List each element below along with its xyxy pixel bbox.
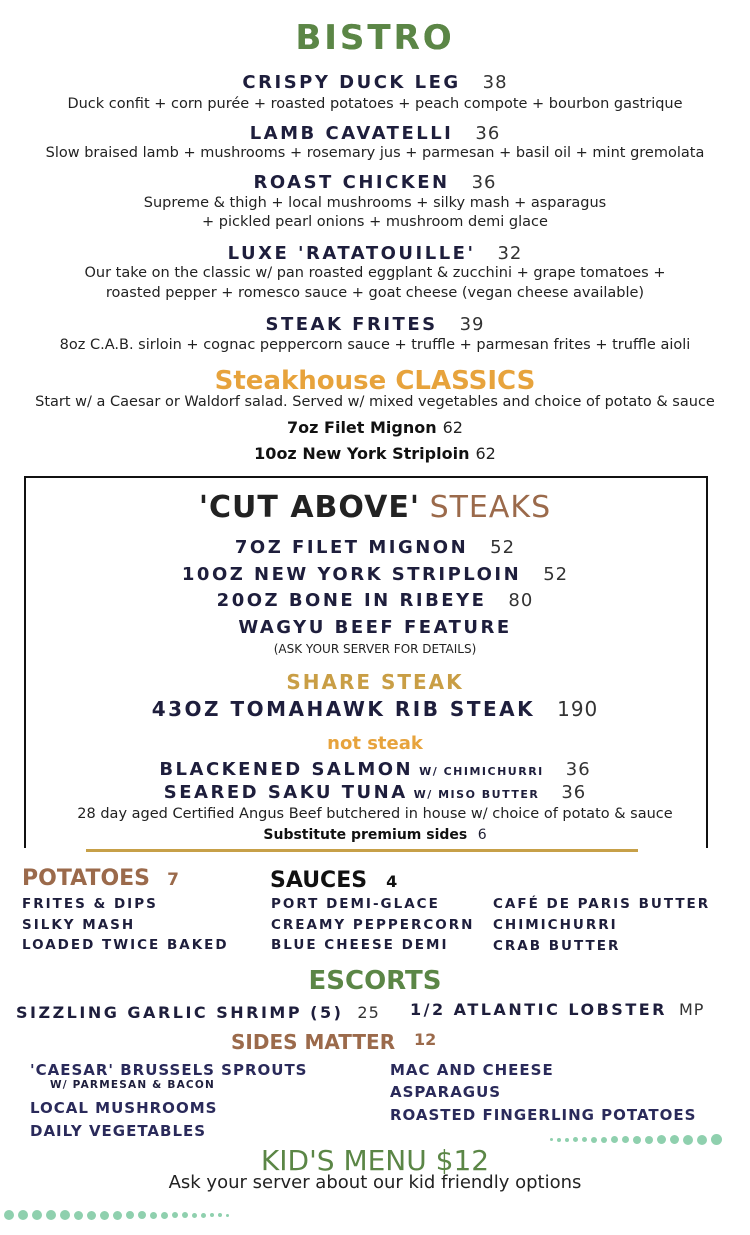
escort-price: MP — [679, 1000, 705, 1019]
dish-description: Slow braised lamb + mushrooms + rosemary jus + parmesan + basil oil + mint gremolata — [45, 145, 705, 161]
aged-note: 28 day aged Certified Angus Beef butchered in house w/ choice of potato & sauce — [77, 806, 673, 822]
cut-above-title — [0, 490, 750, 525]
not-steak-item — [0, 782, 750, 803]
classic-item — [0, 444, 750, 463]
wagyu-note: (ASK YOUR SERVER FOR DETAILS) — [273, 642, 477, 656]
potatoes-price: 7 — [167, 870, 179, 890]
potatoes-heading — [22, 866, 179, 891]
steak-name: WAGYU BEEF FEATURE — [238, 617, 512, 638]
share-steak-item — [0, 697, 750, 721]
cut-above-title-a: 'CUT ABOVE' — [198, 490, 421, 525]
dish-description: 8oz C.A.B. sirloin + cognac peppercorn sauce + truffle + parmesan frites + truffle aioli — [59, 337, 691, 353]
dish-price: 36 — [475, 123, 501, 144]
escorts-title: ESCORTS — [308, 966, 442, 996]
item-sub: W/ MISO BUTTER — [413, 788, 540, 801]
escort-item — [16, 1003, 380, 1022]
classic-item-name: 7oz Filet Mignon — [287, 418, 437, 437]
dish-name: LUXE 'RATATOUILLE' — [227, 243, 476, 264]
classic-item-price: 62 — [475, 444, 496, 463]
escort-name: SIZZLING GARLIC SHRIMP (5) — [16, 1003, 344, 1022]
dish-description: + pickled pearl onions + mushroom demi glace — [202, 214, 548, 230]
cut-above-title-b: STEAKS — [429, 490, 552, 525]
side-item: ASPARAGUS — [390, 1083, 502, 1101]
item-sub: W/ CHIMICHURRI — [419, 765, 544, 778]
steak-price: 190 — [557, 697, 599, 721]
sauces-price: 4 — [386, 872, 398, 891]
sauce-item: CAFÉ DE PARIS BUTTER — [493, 896, 711, 912]
substitute-sides — [0, 827, 750, 843]
not-steak-title: not steak — [327, 733, 423, 754]
dish-description: roasted pepper + romesco sauce + goat cheese (vegan cheese available) — [105, 285, 645, 301]
side-item: ROASTED FINGERLING POTATOES — [390, 1106, 697, 1124]
sauce-item: PORT DEMI-GLACE — [271, 896, 440, 912]
steak-name: 20OZ BONE IN RIBEYE — [216, 590, 487, 611]
dish-description: Our take on the classic w/ pan roasted eggplant & zucchini + grape tomatoes + — [84, 265, 666, 281]
item-price: 36 — [565, 759, 591, 780]
menu-item-steak-frites — [0, 314, 750, 335]
potato-item: SILKY MASH — [22, 917, 136, 933]
steak-name: 43OZ TOMAHAWK RIB STEAK — [151, 697, 536, 721]
dish-name: LAMB CAVATELLI — [249, 123, 454, 144]
sauce-item: CHIMICHURRI — [493, 917, 618, 933]
sauce-item: CREAMY PEPPERCORN — [271, 917, 475, 933]
substitute-label: Substitute premium sides — [263, 827, 468, 843]
side-item: LOCAL MUSHROOMS — [30, 1099, 218, 1117]
decorative-dots-right — [550, 1134, 722, 1145]
classic-item-name: 10oz New York Striploin — [254, 444, 470, 463]
dish-description: Duck confit + corn purée + roasted potatoes + peach compote + bourbon gastrique — [67, 96, 683, 112]
substitute-price: 6 — [477, 827, 487, 843]
potato-item: FRITES & DIPS — [22, 896, 158, 912]
menu-item-lamb-cavatelli — [0, 123, 750, 144]
steak-item — [0, 617, 750, 638]
menu-item-crispy-duck-leg — [0, 72, 750, 93]
dish-name: STEAK FRITES — [265, 314, 438, 335]
share-steak-title: SHARE STEAK — [286, 670, 464, 694]
kids-menu-note: Ask your server about our kid friendly options — [168, 1172, 582, 1193]
dish-price: 36 — [471, 172, 497, 193]
sauces-heading — [270, 868, 397, 893]
dish-name: CRISPY DUCK LEG — [242, 72, 461, 93]
classics-note: Start w/ a Caesar or Waldorf salad. Served w/ mixed vegetables and choice of potato & sauce — [35, 394, 715, 410]
dish-name: ROAST CHICKEN — [253, 172, 450, 193]
kids-menu-title: KID'S MENU $12 — [260, 1144, 490, 1177]
sauce-item: CRAB BUTTER — [493, 938, 621, 954]
side-item: DAILY VEGETABLES — [30, 1122, 207, 1140]
escort-name: 1/2 ATLANTIC LOBSTER — [410, 1000, 667, 1019]
dish-price: 38 — [482, 72, 508, 93]
classics-title: Steakhouse CLASSICS — [214, 366, 536, 396]
sides-price: 12 — [414, 1030, 437, 1049]
item-price: 36 — [561, 782, 587, 803]
item-name: SEARED SAKU TUNA — [163, 782, 408, 803]
classic-item — [0, 418, 750, 437]
menu-item-roast-chicken — [0, 172, 750, 193]
escort-price: 25 — [357, 1003, 380, 1022]
potato-item: LOADED TWICE BAKED — [22, 937, 229, 953]
dish-description: Supreme & thigh + local mushrooms + silky mash + asparagus — [143, 195, 607, 211]
not-steak-item — [0, 759, 750, 780]
steak-item — [0, 590, 750, 611]
sides-title: SIDES MATTER — [231, 1030, 396, 1054]
divider — [86, 849, 638, 852]
sauce-item: BLUE CHEESE DEMI — [271, 937, 449, 953]
decorative-dots-left — [4, 1210, 229, 1220]
steak-item — [0, 537, 750, 558]
steak-name: 7OZ FILET MIGNON — [234, 537, 469, 558]
side-item: MAC AND CHEESE — [390, 1061, 554, 1079]
steak-price: 52 — [543, 564, 569, 585]
steak-name: 10OZ NEW YORK STRIPLOIN — [181, 564, 522, 585]
side-item-sub: W/ PARMESAN & BACON — [50, 1079, 215, 1091]
dish-price: 39 — [459, 314, 485, 335]
menu-item-luxe-ratatouille — [0, 243, 750, 264]
bistro-title: BISTRO — [295, 18, 455, 58]
item-name: BLACKENED SALMON — [159, 759, 414, 780]
steak-price: 80 — [508, 590, 534, 611]
steak-item — [0, 564, 750, 585]
dish-price: 32 — [497, 243, 523, 264]
sauces-title: SAUCES — [270, 868, 368, 893]
potatoes-title: POTATOES — [22, 866, 151, 891]
steak-price: 52 — [490, 537, 516, 558]
side-item: 'CAESAR' BRUSSELS SPROUTS — [30, 1061, 308, 1079]
classic-item-price: 62 — [442, 418, 463, 437]
escort-item — [410, 1000, 704, 1019]
